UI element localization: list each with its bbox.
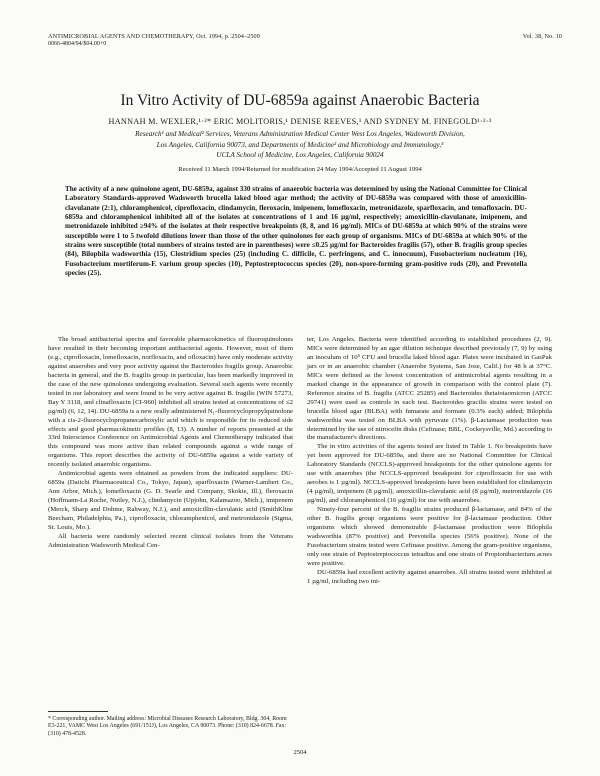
body-column-right <box>307 336 552 587</box>
body-paragraph: All bacteria were randomly selected recent clinical isolates from the Veterans Administration Wadsworth Medical Cen- <box>48 532 293 549</box>
page-number: 2504 <box>293 749 307 756</box>
affiliation-line: UCLA School of Medicine, Los Angeles, California 90024 <box>216 151 384 159</box>
footnote-divider <box>48 711 108 712</box>
body-paragraph: The in vitro activities of the agents tested are listed in Table 1. No breakpoints have yet been approved for DU-6859a, and there are no National Committee for Clinical Laboratory Standards (NCCLS)-approved breakpoints for the other quinolone agents for use with anaerobes (the NCCLS-approved breakpoint for ciprofloxacin for use with aerobes is 1 µg/ml). NCCLS-approved breakpoints have been established for clindamycin (4 µg/ml), imipenem (8 µg/ml), amoxicillin-clavulanic acid (8 µg/ml), metronidazole (16 µg/ml), and chloramphenicol (16 µg/ml) for use with anaerobes. <box>307 443 552 505</box>
body-column-left <box>48 336 293 551</box>
abstract: The activity of a new quinolone agent, DU-6859a, against 330 strains of anaerobic bacteria was determined by using the National Committee for Clinical Laboratory Standards-approved Wadsworth brucella laked blood agar method; the activity of DU-6859a was compared with those of amoxicillin-clavulanate (2:1), chloramphenicol, ciprofloxacin, clindamycin, fleroxacin, imipenem, lomefloxacin, metronidazole, sparfloxacin, and temafloxacin. DU-6859a and chloramphenicol inhibited all of the isolates at concentrations of 1 and 16 µg/ml, respectively; amoxicillin-clavulanate, imipenem, and metronidazole inhibited ≥94% of the isolates at their respective breakpoints (8, 8, and 16 µg/ml). MICs of DU-6859a at which 90% of the strains were susceptible were 1 to 5 twofold dilutions lower than those of the other quinolones for each group of organisms. MICs of DU-6859a at which 90% of the strains were susceptible (total numbers of strains tested are in parentheses) were ≤0.25 µg/ml for Bacteroides fragilis (57), other B. fragilis group species (84), Bilophila wadsworthia (15), Clostridium species (25) (including C. difficile, C. perfringens, and C. innocuum), Fusobacterium nucleatum (16), Fusobacterium mortiferum-F. varium group species (10), Peptostreptococcus species (20), non-spore-forming gram-positive rods (20), and Prevotella species (25). <box>65 185 527 278</box>
body-paragraph: Antimicrobial agents were obtained as powders from the indicated suppliers: DU-6859a (Daiichi Pharmaceutical Co., Tokyo, Japan), sparfloxacin (Warner-Lambert Co., Ann Arbor, Mich.), lomefloxacin (G. D. Searle and Company, Skokie, Ill.), fleroxacin (Hoffmann-La Roche, Nutley, N.J.), clindamycin (Upjohn, Kalamazoo, Mich.), imipenem (Merck, Sharp and Dohme, Rahway, N.J.), and amoxicillin-clavulanic acid (SmithKline Beecham, Philadelphia, Pa.), ciprofloxacin, chloramphenicol, and metronidazole (Sigma, St. Louis, Mo.). <box>48 470 293 532</box>
affiliations <box>0 129 600 161</box>
article-title: In Vitro Activity of DU-6859a against Anaerobic Bacteria <box>120 92 480 109</box>
body-paragraph: DU-6859a had excellent activity against anaerobes. All strains tested were inhibited at 1 µg/ml, including two ini- <box>307 568 552 585</box>
issn-line: 0066-4804/94/$04.00+0 <box>48 41 107 47</box>
body-paragraph: ter, Los Angeles. Bacteria were identified according to established procedures (2, 9). MICs were determined by an agar dilution technique described previously (7, 9) by using an inoculum of 10⁵ CFU and brucella laked blood agar. Plates were incubated in GasPak jars or in an anaerobic chamber (Anaerobe Systems, San Jose, Calif.) for 48 h at 37°C. MICs were defined as the lowest concentration of antimicrobial agents resulting in a marked change in the appearance of growth in comparison with the control plate (7). Reference strains of B. fragilis (ATCC 25285) and Bacteroides thetaiotaomicron (ATCC 29741) were used as controls in each test. Bacteroides gracilis strains were tested on brucella blood agar (BLBA) with fumarate and formate (0.3% each) added; Bilophila wadsworthia was tested on BLBA with pyruvate (1%). β-Lactamase production was determined by the use of nitrocefin disks (Cefinase; BBL, Cockeysville, Md.) according to the manufacturer's directions. <box>307 336 553 442</box>
author-list: HANNAH M. WEXLER,¹·²* ERIC MOLITORIS,¹ DENISE REEVES,¹ AND SYDNEY M. FINEGOLD¹·²·³ <box>108 117 492 126</box>
body-paragraph: The broad antibacterial spectra and favorable pharmacokinetics of fluoroquinolones have resulted in their becoming important antibacterial agents. However, most of them (e.g., ciprofloxacin, lomefloxacin, norfloxacin, and ofloxacin) have only moderate activity against anaerobes and very poor activity against the Bacteroides fragilis group. Anaerobic bacteria in general, and the B. fragilis group in particular, has been markedly improved in the case of the new quinolones undergoing evaluation. Several such agents were recently tested in our laboratory and were found to be very active against B. fragilis (WIN 57273, Bay Y 3118, and clinafloxacin [CI-960] inhibited all strains tested at concentrations of ≤2 µg/ml) (6, 12, 14). DU-6859a is a new orally administered N₁-fluorocyclopropylquinolone with a cis-2-fluorocyclopropanecarboxylic acid which is responsible for its reduced side effects and good pharmacokinetic profiles (8, 13). A number of reports presented at the 33rd Interscience Conference on Antimicrobial Agents and Chemotherapy indicated that this compound was more active than related compounds against a wide range of organisms. This report describes the activity of DU-6859a against a wide variety of recently isolated anaerobic organisms. <box>48 336 293 469</box>
journal-citation: ANTIMICROBIAL AGENTS AND CHEMOTHERAPY, Oct. 1994, p. 2504–2509 <box>48 33 260 40</box>
affiliation-line: Research¹ and Medical² Services, Veterans Administration Medical Center West Los Angeles, Wadsworth Division, <box>135 130 465 138</box>
body-paragraph: Ninety-four percent of the B. fragilis strains produced β-lactamase, and 84% of the other B. fragilis group organisms were positive for β-lactamase production. Other organisms which showed demonstrable β-lactamase production were Bilophila wadsworthia (87% positive) and Prevotella species (56% positive). None of the Fusobacterium strains tested were Cefinase positive. Among the gram-positive organisms, only one strain of Peptostreptococcus tetradius and one strain of Propionibacterium acnes were positive. <box>307 506 552 567</box>
affiliation-line: Los Angeles, California 90073, and Departments of Medicine² and Microbiology and Immunology,³ <box>156 140 444 149</box>
running-header <box>48 33 562 40</box>
volume-number: Vol. 38, No. 10 <box>522 33 562 40</box>
corresponding-author-footnote: * Corresponding author. Mailing address: Microbial Diseases Research Laboratory, Bldg. 304, Room E3-221, VAMC West Los Angeles (691/151J), Los Angeles, CA 90073. Phone: (310) 824-6678. Fax: (310) 478-4528. <box>48 716 287 737</box>
received-dates: Received 11 March 1994/Returned for modification 24 May 1994/Accepted 11 August 1994 <box>178 166 422 173</box>
